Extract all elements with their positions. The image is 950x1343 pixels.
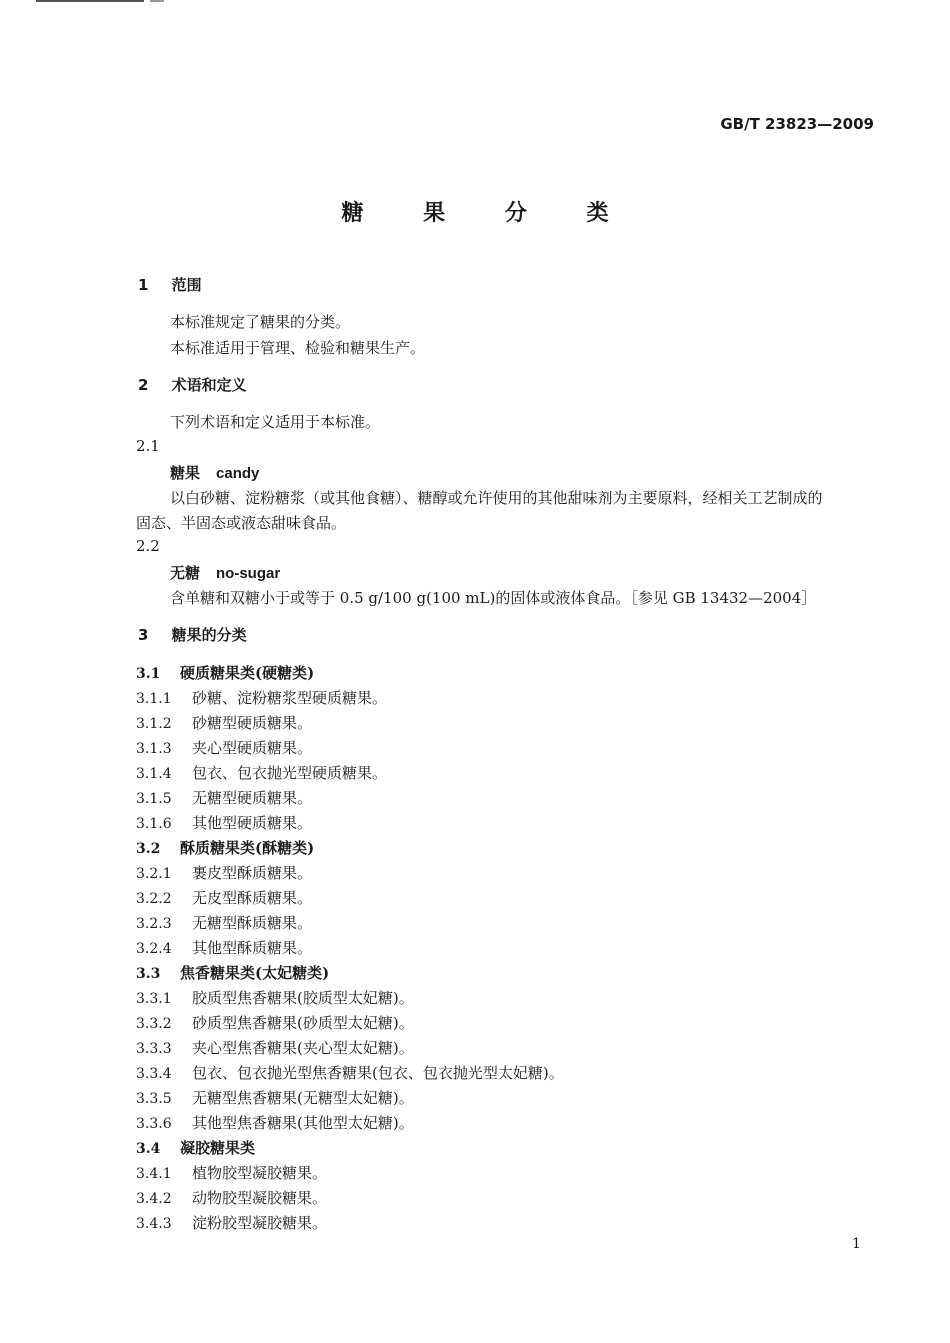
classification-text: 胶质型焦香糖果(胶质型太妃糖)。	[192, 989, 414, 1007]
classification-number: 3.2.2	[136, 891, 172, 907]
classification-number: 3.1.4	[136, 766, 172, 782]
classification-text: 无糖型硬质糖果。	[192, 789, 313, 807]
classification-item	[136, 762, 387, 783]
section-2-title: 术语和定义	[171, 376, 247, 394]
classification-text: 凝胶糖果类	[180, 1139, 256, 1157]
classification-text: 无糖型焦香糖果(无糖型太妃糖)。	[192, 1089, 414, 1107]
section-3-heading	[138, 624, 247, 645]
classification-number: 3.3.5	[136, 1091, 172, 1107]
classification-item	[136, 1012, 414, 1033]
section-1-heading	[138, 274, 202, 295]
classification-number: 3.1	[136, 666, 161, 682]
term-2-2-zh: 无糖	[170, 564, 201, 582]
term-2-2-definition: 含单糖和双糖小于或等于 0.5 g/100 g(100 mL)的固体或液体食品。［参见 GB 13432—2004］	[170, 589, 817, 607]
classification-item	[136, 887, 312, 908]
classification-item	[136, 787, 312, 808]
classification-number: 3.4	[136, 1141, 161, 1157]
section-1-paragraph-2: 本标准适用于管理、检验和糖果生产。	[170, 339, 426, 357]
classification-item	[136, 837, 314, 858]
term-2-2-name	[170, 562, 280, 583]
classification-text: 其他型酥质糖果。	[192, 939, 313, 957]
classification-text: 包衣、包衣抛光型硬质糖果。	[192, 764, 388, 782]
classification-item	[136, 912, 312, 933]
classification-text: 夹心型硬质糖果。	[192, 739, 313, 757]
section-1-number: 1	[138, 276, 149, 294]
classification-number: 3.3	[136, 966, 161, 982]
classification-item	[136, 1212, 327, 1233]
classification-item	[136, 962, 329, 983]
classification-text: 其他型焦香糖果(其他型太妃糖)。	[192, 1114, 414, 1132]
classification-text: 酥质糖果类(酥糖类)	[180, 839, 315, 857]
top-scan-bar	[36, 0, 144, 2]
classification-number: 3.3.6	[136, 1116, 172, 1132]
classification-item	[136, 687, 387, 708]
term-2-1-en: candy	[216, 465, 260, 482]
term-2-1-zh: 糖果	[170, 464, 201, 482]
section-3-number: 3	[138, 626, 149, 644]
classification-number: 3.1.5	[136, 791, 172, 807]
classification-item	[136, 937, 312, 958]
classification-number: 3.4.3	[136, 1216, 172, 1232]
classification-item	[136, 1112, 414, 1133]
section-3-title: 糖果的分类	[171, 626, 247, 644]
classification-number: 3.1.6	[136, 816, 172, 832]
classification-item	[136, 987, 414, 1008]
classification-item	[136, 737, 312, 758]
classification-text: 动物胶型凝胶糖果。	[192, 1189, 328, 1207]
classification-item	[136, 812, 312, 833]
top-scan-bar-fragment	[150, 0, 164, 2]
classification-text: 砂质型焦香糖果(砂质型太妃糖)。	[192, 1014, 414, 1032]
classification-text: 裹皮型酥质糖果。	[192, 864, 313, 882]
classification-number: 3.1.1	[136, 691, 172, 707]
classification-item	[136, 712, 312, 733]
classification-number: 3.2.1	[136, 866, 172, 882]
classification-text: 夹心型焦香糖果(夹心型太妃糖)。	[192, 1039, 414, 1057]
classification-number: 3.1.3	[136, 741, 172, 757]
classification-number: 3.3.3	[136, 1041, 172, 1057]
classification-text: 砂糖、淀粉糖浆型硬质糖果。	[192, 689, 388, 707]
classification-number: 3.3.2	[136, 1016, 172, 1032]
classification-item	[136, 1162, 327, 1183]
term-2-1-name	[170, 462, 259, 483]
term-2-2-number: 2.2	[136, 537, 160, 555]
classification-number: 3.1.2	[136, 716, 172, 732]
classification-number: 3.2.3	[136, 916, 172, 932]
classification-text: 硬质糖果类(硬糖类)	[180, 664, 315, 682]
term-2-1-definition-line-2: 固态、半固态或液态甜味食品。	[136, 514, 347, 532]
classification-item	[136, 662, 314, 683]
classification-number: 3.2.4	[136, 941, 172, 957]
classification-number: 3.3.4	[136, 1066, 172, 1082]
classification-text: 植物胶型凝胶糖果。	[192, 1164, 328, 1182]
classification-text: 焦香糖果类(太妃糖类)	[180, 964, 330, 982]
classification-item	[136, 1037, 414, 1058]
classification-text: 其他型硬质糖果。	[192, 814, 313, 832]
page-title: 糖 果 分 类	[341, 200, 635, 226]
classification-text: 无皮型酥质糖果。	[192, 889, 313, 907]
classification-item	[136, 1087, 414, 1108]
term-2-1-number: 2.1	[136, 437, 160, 455]
classification-text: 淀粉胶型凝胶糖果。	[192, 1214, 328, 1232]
classification-number: 3.2	[136, 841, 161, 857]
classification-item	[136, 1062, 564, 1083]
classification-text: 包衣、包衣抛光型焦香糖果(包衣、包衣抛光型太妃糖)。	[192, 1064, 564, 1082]
section-2-heading	[138, 374, 247, 395]
section-2-intro: 下列术语和定义适用于本标准。	[170, 413, 381, 431]
standard-number: GB/T 23823—2009	[720, 115, 874, 133]
page-number: 1	[852, 1236, 861, 1252]
classification-number: 3.4.2	[136, 1191, 172, 1207]
term-2-1-definition-line-1: 以白砂糖、淀粉糖浆（或其他食糖）、糖醇或允许使用的其他甜味剂为主要原料，经相关工艺制成的	[170, 489, 823, 507]
classification-number: 3.3.1	[136, 991, 172, 1007]
classification-item	[136, 1187, 327, 1208]
term-2-2-en: no-sugar	[216, 565, 281, 582]
classification-text: 砂糖型硬质糖果。	[192, 714, 313, 732]
section-1-paragraph-1: 本标准规定了糖果的分类。	[170, 313, 351, 331]
section-1-title: 范围	[171, 276, 202, 294]
classification-number: 3.4.1	[136, 1166, 172, 1182]
classification-text: 无糖型酥质糖果。	[192, 914, 313, 932]
classification-item	[136, 1137, 255, 1158]
section-2-number: 2	[138, 376, 149, 394]
classification-item	[136, 862, 312, 883]
